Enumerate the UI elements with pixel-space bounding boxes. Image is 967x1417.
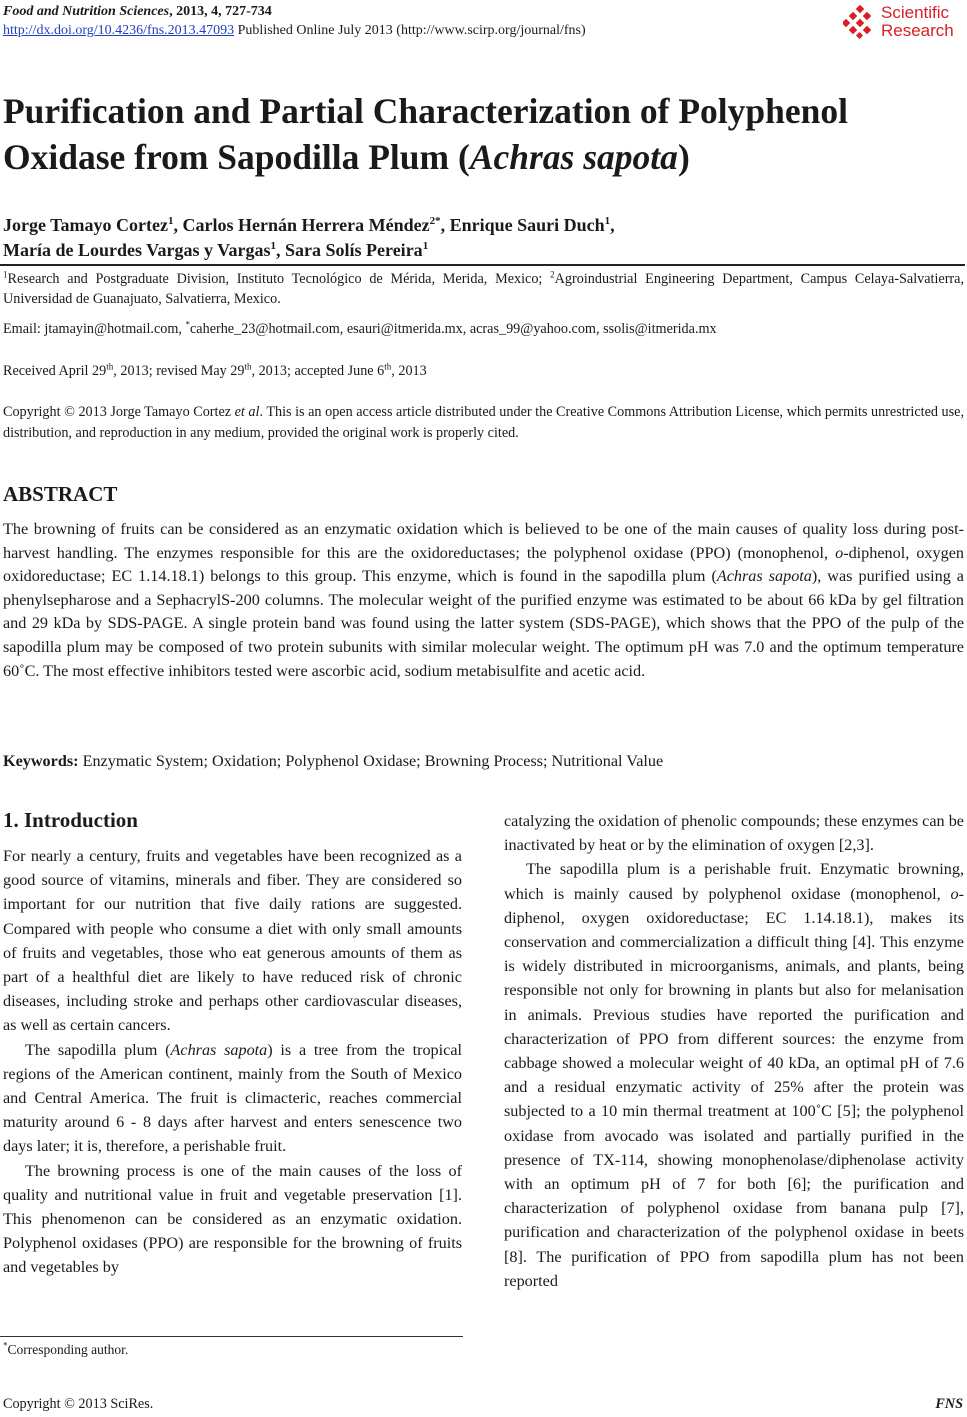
journal-name: Food and Nutrition Sciences	[3, 4, 170, 19]
paper-title	[3, 88, 953, 180]
paragraph-species: Achras sapota	[170, 1040, 268, 1059]
affil-text: Research and Postgraduate Division, Instituto Tecnológico de Mérida, Merida, Mexico;	[7, 271, 551, 287]
journal-volume: , 2013, 4, 727-734	[169, 4, 272, 19]
email-line	[3, 319, 964, 339]
author-name: Carlos Hernán Herrera Méndez	[182, 215, 430, 235]
author-sep: ,	[276, 240, 286, 260]
author-name: Enrique Sauri Duch	[449, 215, 605, 235]
paragraph-text: The sapodilla plum (	[25, 1040, 171, 1059]
title-text: Purification and Partial Characterization of Polyphenol Oxidase from Sapodilla Plum (	[3, 91, 849, 177]
license-notice	[3, 402, 964, 444]
received-text: , 2013; revised May 29	[113, 363, 245, 379]
affil-text: Agroindustrial Engineering Department, Campus Celaya-Salvatierra, Universidad de Guanajuato, Salvatierra, Mexico.	[3, 271, 964, 307]
license-text: Copyright © 2013 Jorge Tamayo Cortez	[3, 404, 235, 420]
paragraph-text: -diphenol, oxygen oxidoreductase; EC 1.14.18.1), makes its conservation and commercialization a difficult thing [4]. This enzyme is widely distributed in microorganisms, animals, and plants, being responsible not only for browning in plants but also for melanisation in animals. Previous studies have reported the purification and characterization of PPO from different sources: the enzyme from cabbage showed a molecular weight of 40 kDa, an optimal pH of 7.6 and a residual enzymatic activity of 25% after the protein was subjected to a 10 min thermal treatment at 100˚C [5]; the polyphenol oxidase from avocado was isolated and partially purified in the presence of TX-114, showing monophenolase/diphenolase activity with an optimum pH of 7 for both [6]; the purification and characterization of polyphenol oxidase from banana pulp [7], purification and characterization of the polyphenol oxidase in beets [8]. The purification of PPO from sapodilla plum has not been reported	[504, 884, 964, 1290]
journal-citation	[3, 2, 272, 21]
abstract-text: -diphenol, oxygen oxidoreductase; EC 1.14.18.1) belongs to this group. This enzyme, which is found in the sapodilla plum (	[3, 543, 964, 586]
author-list	[3, 213, 953, 263]
footer-journal-abbrev: FNS	[935, 1396, 963, 1412]
title-close: )	[677, 137, 690, 177]
author-affil-sup: 1	[422, 240, 429, 252]
title-divider	[0, 264, 965, 266]
paragraph	[504, 857, 964, 1293]
abstract-species: Achras sapota	[716, 567, 812, 586]
doi-link[interactable]: http://dx.doi.org/10.4236/fns.2013.47093	[3, 23, 235, 38]
email-label: Email:	[3, 321, 45, 337]
paragraph-text: The sapodilla plum is a perishable fruit. Enzymatic browning, which is mainly caused by polyphenol oxidase (monophenol,	[504, 860, 964, 903]
abstract-heading: ABSTRACT	[3, 482, 118, 506]
corresponding-star: *	[185, 319, 190, 330]
affiliations	[3, 269, 964, 309]
license-etal: et al	[234, 404, 260, 420]
published-online-text: Published Online July 2013 (http://www.scirp.org/journal/fns)	[234, 23, 586, 38]
abstract-italic: o	[835, 543, 844, 562]
received-text: , 2013; accepted June 6	[251, 363, 385, 379]
scientific-research-logo-icon	[843, 5, 877, 39]
paragraph-italic: o	[950, 884, 959, 903]
section-heading-introduction: 1. Introduction	[3, 808, 138, 832]
ordinal-sup: th	[244, 361, 252, 372]
author-name: María de Lourdes Vargas y Vargas	[3, 240, 271, 260]
paragraph: catalyzing the oxidation of phenolic compounds; these enzymes can be inactivated by heat or by the elimination of oxygen [2,3].	[504, 812, 964, 855]
keywords-label: Keywords:	[3, 752, 79, 770]
abstract-text: The browning of fruits can be considered as an enzymatic oxidation which is believed to be one of the main causes of quality loss during post-harvest handling. The enzymes responsible for this are the oxidoreductases; the polyphenol oxidase (PPO) (monophenol,	[3, 520, 964, 562]
footnote-divider	[0, 1336, 463, 1337]
ordinal-sup: th	[106, 361, 114, 372]
email-addresses: jtamayin@hotmail.com,	[44, 321, 186, 337]
paragraph	[3, 1038, 462, 1159]
keywords-text: Enzymatic System; Oxidation; Polyphenol Oxidase; Browning Process; Nutritional Value	[78, 752, 664, 770]
paragraph: For nearly a century, fruits and vegetables have been recognized as a good source of vitamins, minerals and fiber. They are considered so important for our nutrition that five daily rations are suggested. Compared with people who consume a diet with only small amounts of fruits and vegetables, those who eat generous amounts of them as part of a healthful diet are likely to have reduced risk of chronic diseases, including stroke and perhaps other cardiovascular diseases, as well as certain cancers.	[3, 847, 462, 1035]
footnote-star: *	[3, 1340, 8, 1351]
author-name: Sara Solís Pereira	[285, 240, 423, 260]
paragraph-text: ) is a tree from the tropical regions of the American continent, mainly from the South of Mexico and Central America. The fruit is climacteric, reaches commercial maturity around 6 - 8 days after harvest and enters senescence two days later; it is, therefore, a perishable fruit.	[3, 1040, 463, 1156]
paragraph: The browning process is one of the main causes of the loss of quality and nutritional value in fruit and vegetable preservation [1]. This phenomenon can be considered as an enzymatic oxidation. Polyphenol oxidases (PPO) are responsible for the browning of fruits and vegetables by	[3, 1161, 462, 1277]
logo-text-line2: Research	[881, 21, 954, 40]
received-dates	[3, 361, 427, 381]
author-sep: ,	[610, 215, 615, 235]
footer-copyright: Copyright © 2013 SciRes.	[3, 1396, 154, 1412]
column-left	[3, 844, 462, 1280]
author-sep: ,	[173, 215, 183, 235]
keywords	[3, 750, 964, 772]
abstract-text: ), was purified using a phenylsepharose and a SephacrylS-200 columns. The molecular weight of the purified enzyme was estimated to be about 66 kDa by gel filtration and 29 kDa by SDS-PAGE. A single protein band was found using the latter system (SDS-PAGE), which shows that the PPO of the pulp of the sapodilla plum may be composed of two protein subunits with similar molecular weight. The optimum pH was 7.0 and the optimum temperature 60˚C. The most effective inhibitors tested were ascorbic acid, sodium metabisulfite and acetic acid.	[3, 567, 964, 680]
ordinal-sup: th	[384, 361, 392, 372]
email-addresses: caherhe_23@hotmail.com, esauri@itmerida.mx, acras_99@yahoo.com, ssolis@itmerida.mx	[190, 321, 717, 337]
publisher-logo	[843, 1, 959, 45]
column-right	[504, 809, 964, 1293]
affil-sup: 1	[3, 269, 8, 280]
author-affil-sup: 1	[167, 215, 174, 227]
affil-sup: 2	[550, 269, 555, 280]
author-name: Jorge Tamayo Cortez	[3, 215, 168, 235]
author-affil-sup: 1	[270, 240, 277, 252]
author-affil-sup: 1	[604, 215, 611, 227]
author-sep: ,	[440, 215, 450, 235]
logo-text-line1: Scientific	[881, 3, 950, 22]
doi-line	[3, 21, 586, 40]
license-text: . This is an open access article distributed under the Creative Commons Attribution License, which permits unrestricted use, distribution, and reproduction in any medium, provided the original work is properly cited.	[3, 404, 964, 441]
title-species: Achras sapota	[469, 137, 678, 177]
received-text: Received April 29	[3, 363, 107, 379]
footnote	[3, 1341, 128, 1359]
author-affil-sup: 2*	[429, 215, 441, 227]
footnote-text: Corresponding author.	[7, 1342, 129, 1357]
abstract-body	[3, 518, 964, 683]
received-text: , 2013	[391, 363, 427, 379]
